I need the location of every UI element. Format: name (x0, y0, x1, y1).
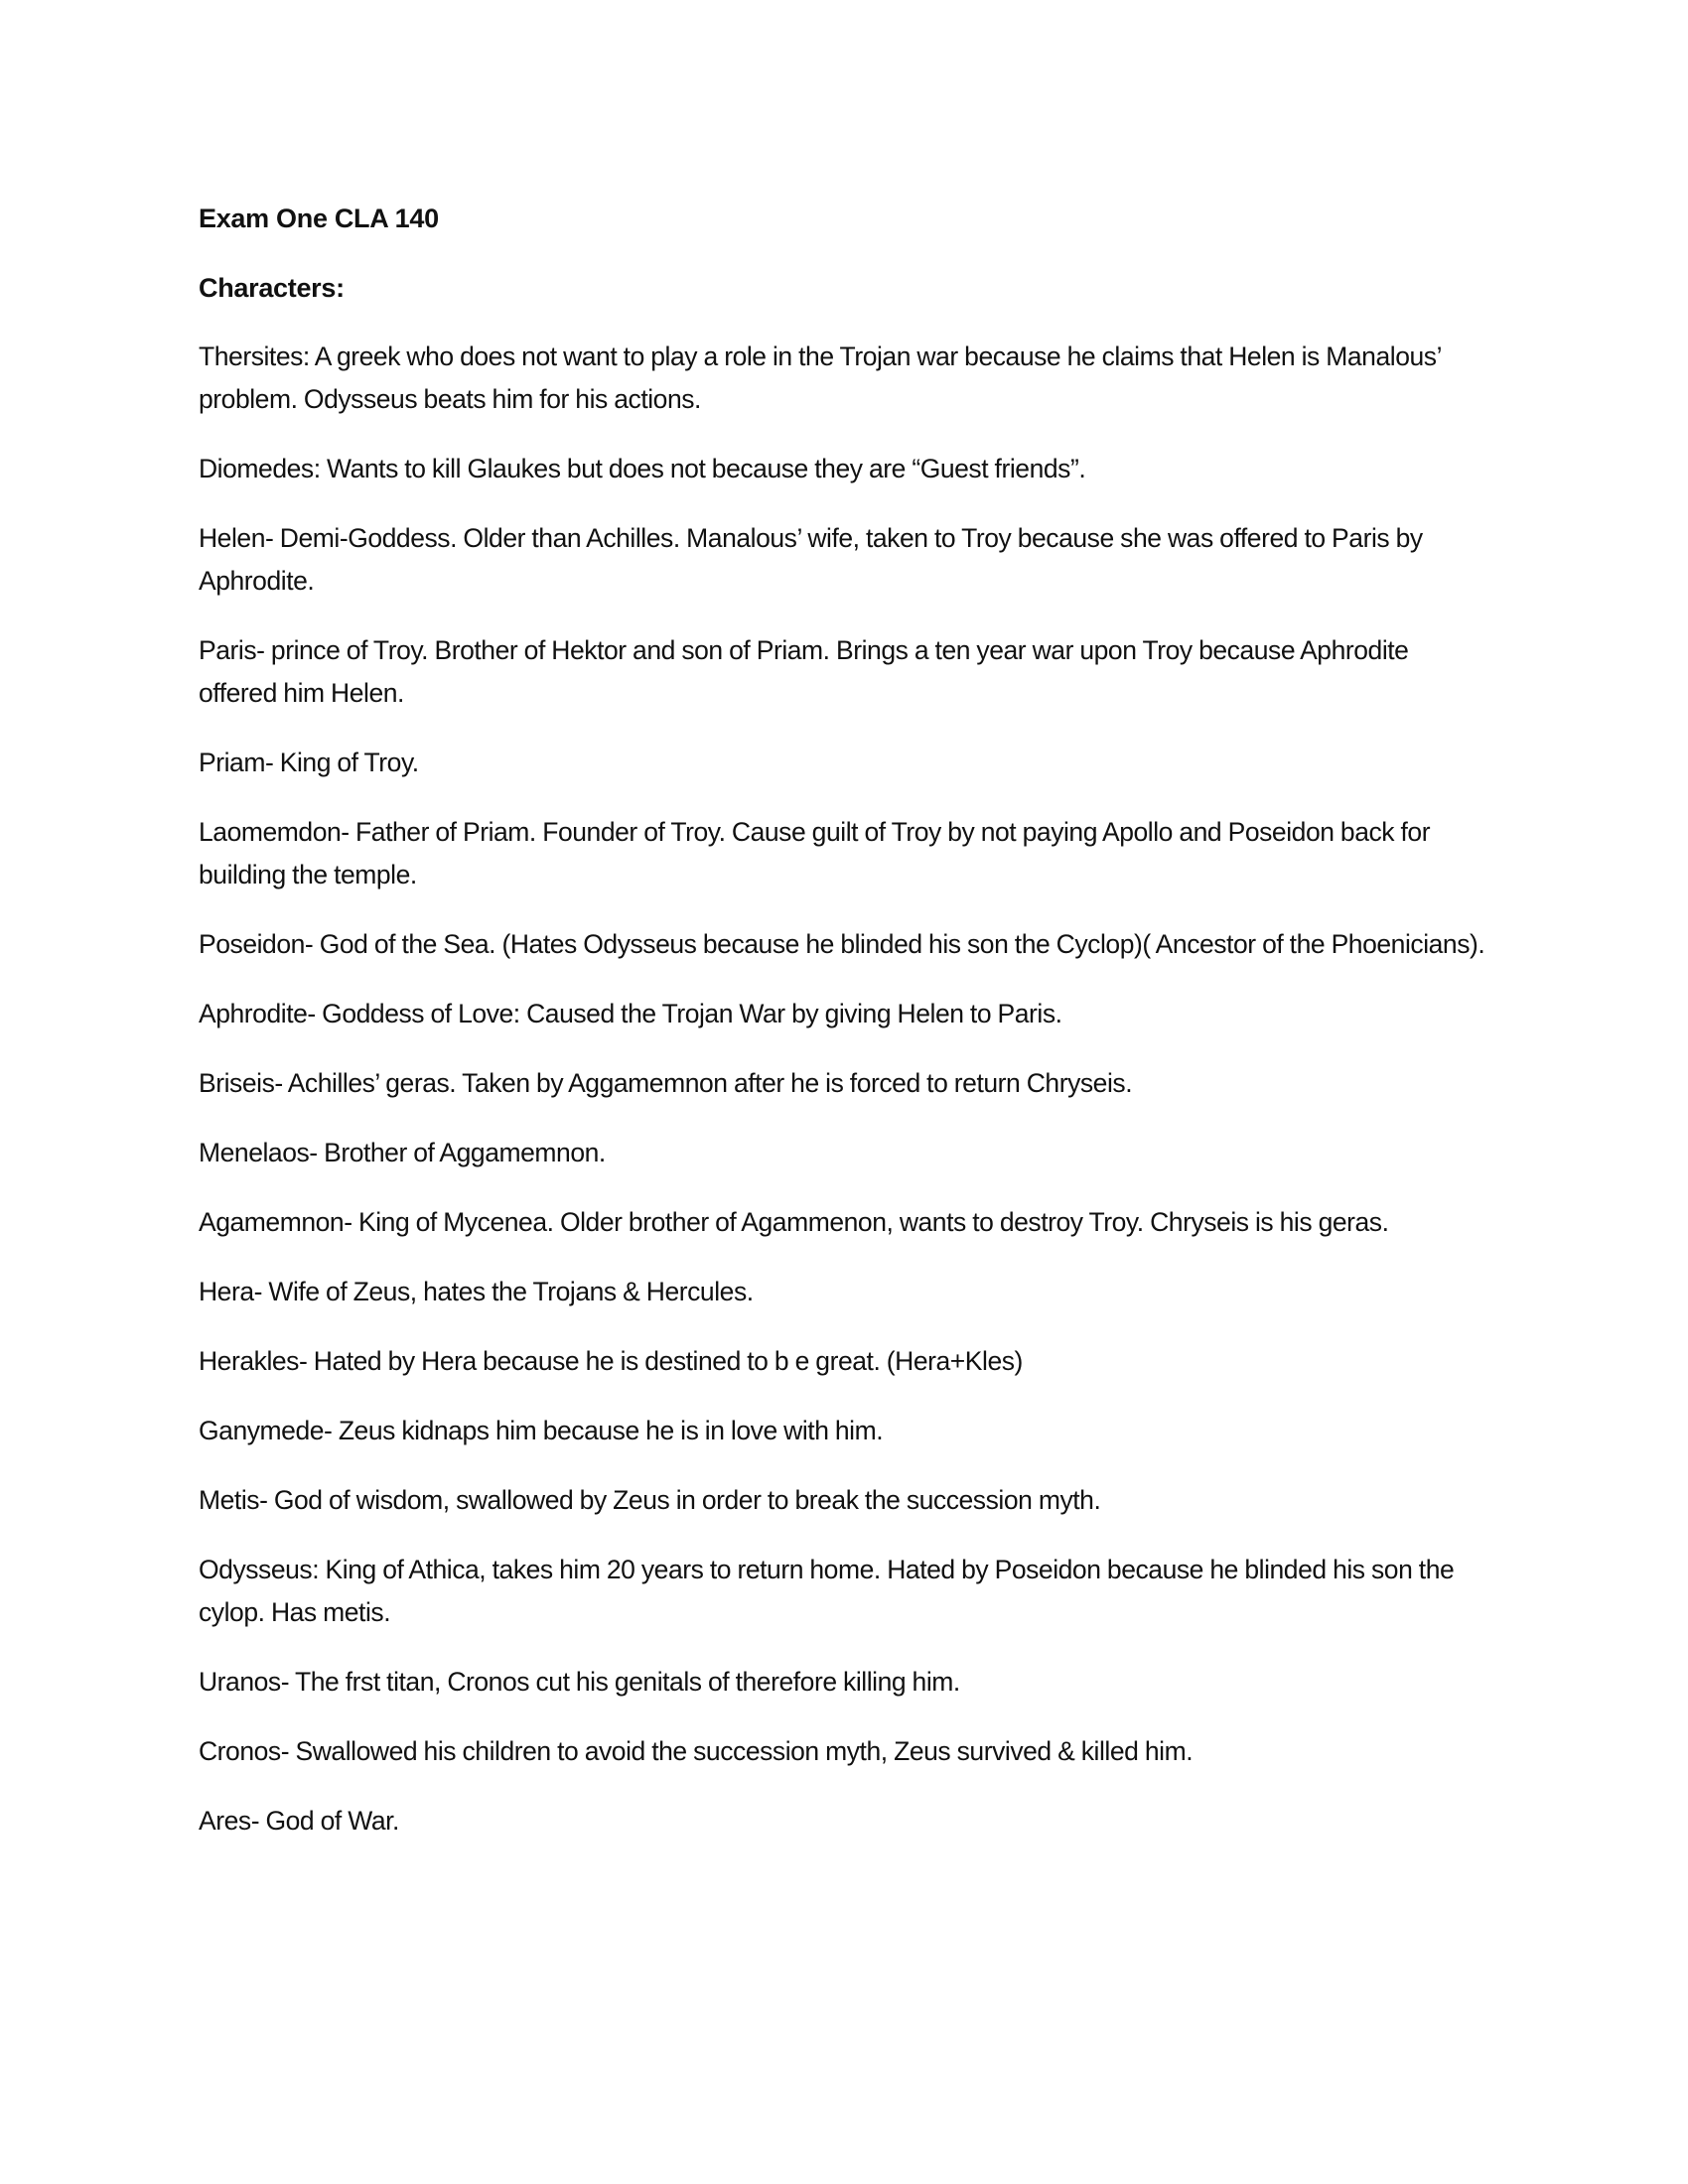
character-entry-metis: Metis- God of wisdom, swallowed by Zeus in order to break the succession myth. (199, 1485, 1101, 1515)
character-entry-ganymede: Ganymede- Zeus kidnaps him because he is in love with him. (199, 1416, 884, 1445)
character-entry-odysseus: Odysseus: King of Athica, takes him 20 years to return home. Hated by Poseidon because he blinded his son the cylop. Has metis. (199, 1555, 1455, 1627)
document-page (199, 199, 1489, 1869)
character-entry-laomemdon: Laomemdon- Father of Priam. Founder of Troy. Cause guilt of Troy by not paying Apollo and Poseidon back for building the temple. (199, 817, 1431, 889)
character-entry-uranos: Uranos- The frst titan, Cronos cut his genitals of therefore killing him. (199, 1667, 960, 1697)
character-entry-thersites: Thersites: A greek who does not want to play a role in the Trojan war because he claims that Helen is Manalous’ problem. Odysseus beats him for his actions. (199, 341, 1442, 414)
character-entry-agamemnon: Agamemnon- King of Mycenea. Older brother of Agammenon, wants to destroy Troy. Chryseis is his geras. (199, 1207, 1389, 1237)
character-entry-helen: Helen- Demi-Goddess. Older than Achilles. Manalous’ wife, taken to Troy because she was offered to Paris by Aphrodite. (199, 523, 1423, 596)
section-heading-characters: Characters: (199, 273, 345, 303)
character-entry-cronos: Cronos- Swallowed his children to avoid the succession myth, Zeus survived & killed him. (199, 1736, 1194, 1766)
character-entry-priam: Priam- King of Troy. (199, 748, 419, 777)
character-entry-hera: Hera- Wife of Zeus, hates the Trojans & Hercules. (199, 1277, 754, 1306)
character-entry-diomedes: Diomedes: Wants to kill Glaukes but does not because they are “Guest friends”. (199, 454, 1086, 483)
character-entry-ares: Ares- God of War. (199, 1806, 399, 1836)
character-entry-briseis: Briseis- Achilles’ geras. Taken by Aggamemnon after he is forced to return Chryseis. (199, 1068, 1133, 1098)
character-entry-poseidon: Poseidon- God of the Sea. (Hates Odysseus because he blinded his son the Cyclop)( Ancestor of the Phoenicians). (199, 929, 1485, 959)
character-entry-paris: Paris- prince of Troy. Brother of Hektor and son of Priam. Brings a ten year war upon Troy because Aphrodite offered him Helen. (199, 635, 1409, 708)
character-entry-menelaos: Menelaos- Brother of Aggamemnon. (199, 1138, 606, 1167)
character-entry-aphrodite: Aphrodite- Goddess of Love: Caused the Trojan War by giving Helen to Paris. (199, 999, 1062, 1028)
character-entry-herakles: Herakles- Hated by Hera because he is destined to b e great. (Hera+Kles) (199, 1346, 1023, 1376)
document-title: Exam One CLA 140 (199, 204, 439, 233)
